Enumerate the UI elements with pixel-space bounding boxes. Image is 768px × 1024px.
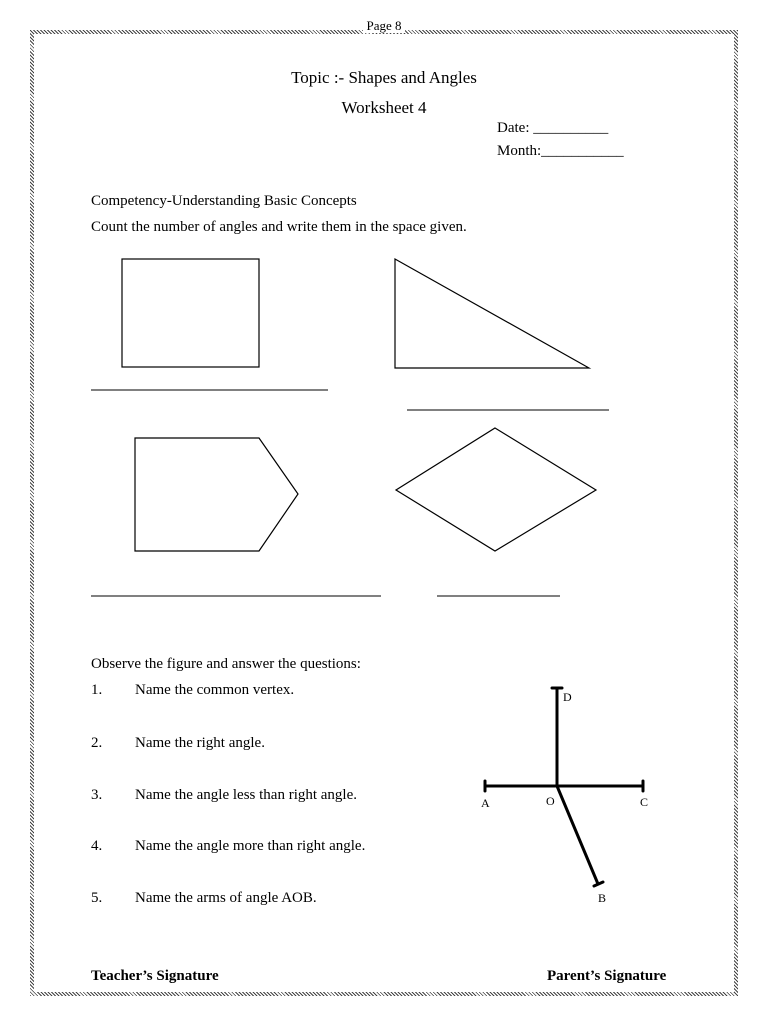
triangle-shape bbox=[395, 259, 589, 368]
question-number: 1. bbox=[91, 682, 103, 698]
competency-text: Competency-Understanding Basic Concepts bbox=[91, 193, 357, 209]
angle-figure bbox=[485, 688, 643, 886]
question-number: 2. bbox=[91, 735, 103, 751]
label-c: C bbox=[640, 795, 649, 809]
square-shape bbox=[122, 259, 259, 367]
question-text: Name the angle less than right angle. bbox=[135, 787, 358, 803]
label-b: B bbox=[598, 891, 607, 905]
observe-intro: Observe the figure and answer the questions: bbox=[91, 656, 361, 672]
label-o: O bbox=[546, 794, 555, 808]
question-number: 5. bbox=[91, 890, 103, 906]
parent-signature-label: Parent’s Signature bbox=[547, 968, 667, 984]
question-text: Name the arms of angle AOB. bbox=[135, 890, 317, 906]
tick-b bbox=[594, 882, 603, 886]
pentagon-shape bbox=[135, 438, 298, 551]
worksheet-heading: Worksheet 4 bbox=[341, 98, 427, 117]
rhombus-shape bbox=[396, 428, 596, 551]
month-field[interactable]: Month:___________ bbox=[497, 143, 624, 159]
question-number: 3. bbox=[91, 787, 103, 803]
question-text: Name the right angle. bbox=[135, 735, 265, 751]
page-number: Page 8 bbox=[0, 18, 768, 34]
instruction-text: Count the number of angles and write them in the space given. bbox=[91, 219, 467, 235]
date-field[interactable]: Date: __________ bbox=[497, 120, 609, 136]
question-text: Name the common vertex. bbox=[135, 682, 295, 698]
topic-heading: Topic :- Shapes and Angles bbox=[291, 68, 477, 87]
question-number: 4. bbox=[91, 838, 103, 854]
question-text: Name the angle more than right angle. bbox=[135, 838, 366, 854]
teacher-signature-label: Teacher’s Signature bbox=[91, 968, 219, 984]
label-a: A bbox=[481, 796, 490, 810]
ray-ob bbox=[557, 786, 598, 884]
label-d: D bbox=[563, 690, 572, 704]
